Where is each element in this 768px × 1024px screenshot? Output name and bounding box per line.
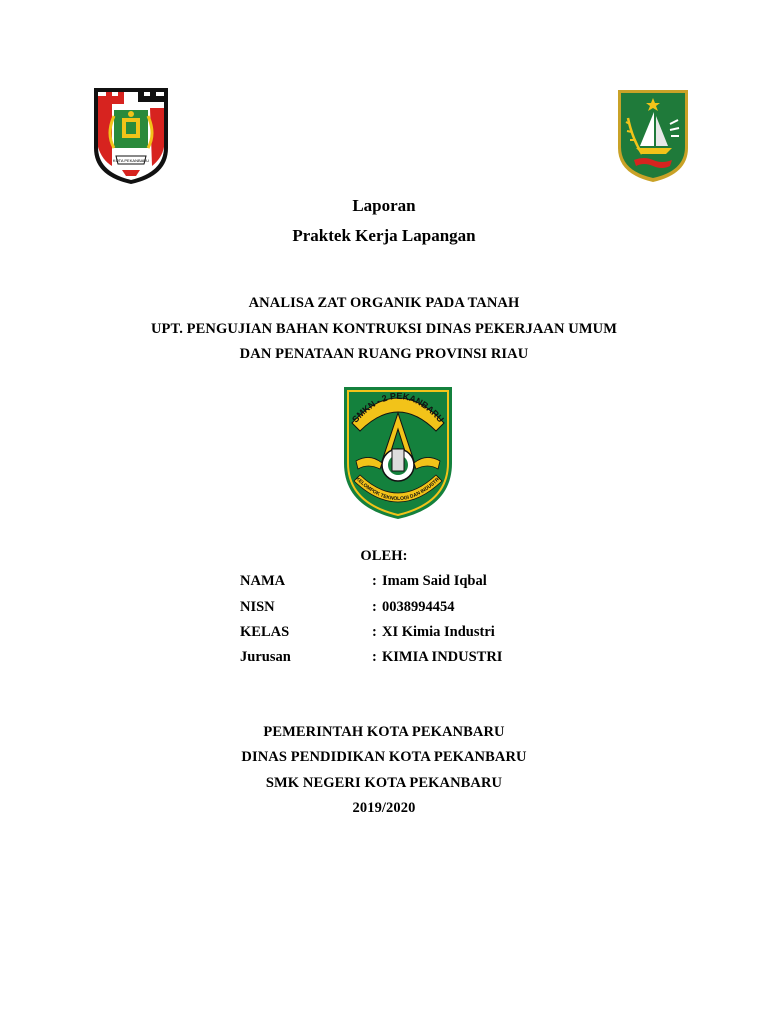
report-subtitle: Praktek Kerja Lapangan — [292, 226, 476, 245]
info-separator: : — [372, 599, 377, 615]
info-row-kelas — [240, 624, 540, 644]
report-title: Laporan — [352, 196, 416, 215]
svg-text:SMKN - 2 PEKANBARU: SMKN - 2 PEKANBARU — [350, 390, 446, 425]
info-value: Imam Said Iqbal — [382, 573, 487, 589]
institution-line-2: DINAS PENDIDIKAN KOTA PEKANBARU — [241, 749, 527, 765]
info-row-jurusan — [240, 649, 540, 669]
info-separator: : — [372, 624, 377, 640]
info-separator: : — [372, 573, 377, 589]
info-value: KIMIA INDUSTRI — [382, 649, 503, 665]
institution-line-1: PEMERINTAH KOTA PEKANBARU — [263, 724, 505, 740]
riau-province-emblem-icon — [616, 88, 690, 184]
institution-line-3: SMK NEGERI KOTA PEKANBARU — [265, 775, 503, 791]
info-label: Jurusan — [240, 649, 291, 665]
academic-year: 2019/2020 — [352, 800, 416, 816]
by-label: OLEH: — [360, 548, 408, 564]
subject-line-1: ANALISA ZAT ORGANIK PADA TANAH — [248, 295, 520, 311]
smkn-2-pekanbaru-emblem-icon — [340, 383, 456, 523]
pekanbaru-city-emblem-icon — [92, 86, 170, 186]
info-label: NAMA — [240, 573, 286, 589]
info-value: XI Kimia Industri — [382, 624, 495, 640]
svg-text:KOTA PEKANBARU: KOTA PEKANBARU — [112, 158, 150, 163]
info-separator: : — [372, 649, 377, 665]
info-label: NISN — [240, 599, 275, 615]
svg-text:KELOMPOK TEKNOLOGI DAN INDUSTR: KELOMPOK TEKNOLOGI DAN INDUSTRI — [354, 475, 442, 503]
subject-line-3: DAN PENATAAN RUANG PROVINSI RIAU — [239, 346, 529, 362]
info-row-nisn — [240, 599, 540, 619]
subject-line-2: UPT. PENGUJIAN BAHAN KONTRUKSI DINAS PEKERJAAN UMUM — [150, 321, 618, 337]
info-value: 0038994454 — [382, 599, 455, 615]
info-row-nama — [240, 573, 540, 593]
info-label: KELAS — [240, 624, 290, 640]
